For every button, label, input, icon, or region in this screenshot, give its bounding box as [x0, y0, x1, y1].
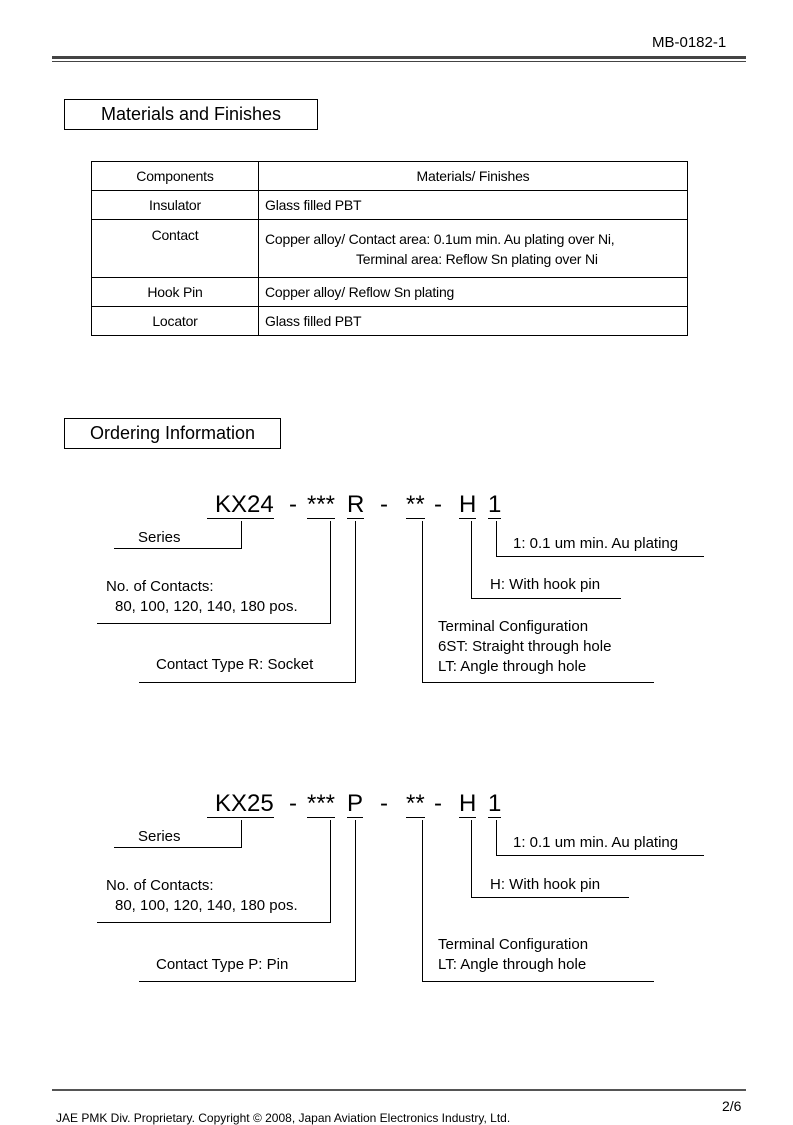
table-header-row — [92, 162, 688, 191]
contacts-options: 80, 100, 120, 140, 180 pos. — [115, 897, 298, 914]
leader-line — [241, 521, 242, 548]
finish-cell: Glass filled PBT — [259, 307, 688, 336]
leader-line — [139, 981, 356, 982]
ordering-section-title: Ordering Information — [64, 418, 281, 449]
dash: - — [434, 491, 442, 518]
contacts-label: No. of Contacts: — [106, 877, 214, 894]
leader-line — [330, 521, 331, 623]
hook-code: H — [459, 790, 477, 817]
column-header: Components — [92, 162, 259, 191]
finish-cell: Glass filled PBT — [259, 191, 688, 220]
document-number: MB-0182-1 — [652, 34, 727, 51]
component-cell: Hook Pin — [92, 278, 259, 307]
leader-line — [355, 820, 356, 981]
materials-section-title: Materials and Finishes — [64, 99, 318, 130]
leader-line — [496, 820, 497, 856]
contacts-code: *** — [307, 491, 336, 518]
copyright-notice: JAE PMK Div. Proprietary. Copyright © 2008, Japan Aviation Electronics Industry, Ltd. — [56, 1111, 511, 1125]
dash: - — [380, 790, 388, 817]
hook-code: H — [459, 491, 477, 518]
hook-pin-label: H: With hook pin — [490, 576, 601, 593]
leader-line — [330, 820, 331, 922]
hook-pin-label: H: With hook pin — [490, 876, 601, 893]
dash: - — [289, 790, 297, 817]
plating-label: 1: 0.1 um min. Au plating — [513, 535, 679, 552]
plating-code: 1 — [488, 790, 502, 817]
table-row — [92, 307, 688, 336]
leader-line — [97, 623, 331, 624]
column-header: Materials/ Finishes — [259, 162, 688, 191]
leader-line — [496, 556, 704, 557]
leader-line — [241, 820, 242, 847]
plating-label: 1: 0.1 um min. Au plating — [513, 834, 679, 851]
table-row — [92, 220, 688, 278]
contact-type-label: Contact Type R: Socket — [156, 656, 314, 673]
dash: - — [380, 491, 388, 518]
plating-code: 1 — [488, 491, 502, 518]
leader-line — [471, 598, 621, 599]
terminal-config-label: Terminal Configuration — [438, 618, 589, 635]
dash: - — [289, 491, 297, 518]
finish-line: Copper alloy/ Contact area: 0.1um min. Au plating over Ni, — [265, 230, 615, 247]
terminal-option: LT: Angle through hole — [438, 658, 587, 675]
page-number: 2/6 — [722, 1098, 742, 1114]
finish-line: Terminal area: Reflow Sn plating over Ni — [356, 250, 598, 267]
finish-cell: Copper alloy/ Reflow Sn plating — [259, 278, 688, 307]
series-code: KX25 — [207, 790, 274, 818]
contacts-options: 80, 100, 120, 140, 180 pos. — [115, 598, 298, 615]
contacts-code: *** — [307, 790, 336, 817]
component-cell: Contact — [92, 220, 259, 278]
terminal-code: ** — [406, 790, 425, 817]
type-code: R — [347, 491, 365, 518]
component-cell: Locator — [92, 307, 259, 336]
leader-line — [97, 922, 331, 923]
leader-line — [114, 548, 242, 549]
leader-line — [114, 847, 242, 848]
leader-line — [471, 820, 472, 898]
leader-line — [471, 897, 629, 898]
leader-line — [496, 521, 497, 557]
dash: - — [434, 790, 442, 817]
terminal-config-label: Terminal Configuration — [438, 936, 589, 953]
finish-cell — [259, 220, 688, 278]
series-label: Series — [138, 529, 181, 546]
terminal-code: ** — [406, 491, 425, 518]
leader-line — [496, 855, 704, 856]
terminal-option: LT: Angle through hole — [438, 956, 587, 973]
leader-line — [471, 521, 472, 599]
contact-type-label: Contact Type P: Pin — [156, 956, 289, 973]
type-code: P — [347, 790, 364, 817]
leader-line — [355, 521, 356, 682]
contacts-label: No. of Contacts: — [106, 578, 214, 595]
terminal-option: 6ST: Straight through hole — [438, 638, 612, 655]
header-rule-thin — [52, 61, 746, 62]
materials-table — [91, 161, 688, 336]
table-row — [92, 191, 688, 220]
series-code: KX24 — [207, 491, 274, 519]
leader-line — [422, 682, 654, 683]
component-cell: Insulator — [92, 191, 259, 220]
leader-line — [139, 682, 356, 683]
leader-line — [422, 981, 654, 982]
leader-line — [422, 521, 423, 682]
table-row — [92, 278, 688, 307]
footer-rule — [52, 1089, 746, 1091]
series-label: Series — [138, 828, 181, 845]
leader-line — [422, 820, 423, 981]
header-rule — [52, 56, 746, 59]
